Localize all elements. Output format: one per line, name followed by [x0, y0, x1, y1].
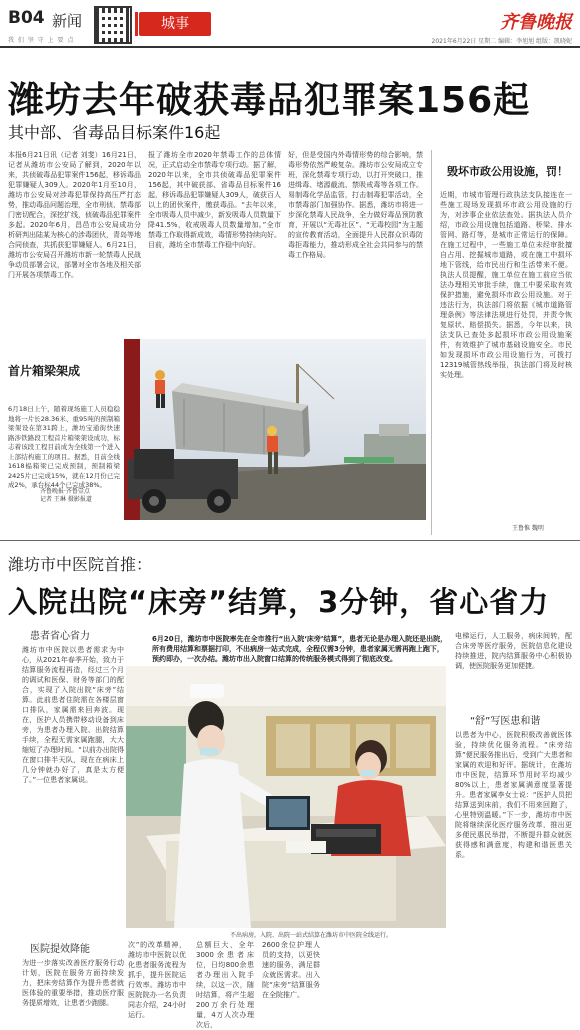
story1-subheadline: 其中部、省毒品目标案件16起 [8, 123, 221, 142]
column-rule [431, 150, 432, 535]
side-story-title: 毁坏市政公用设施，罚！ [447, 165, 568, 178]
photo-title: 首片箱梁架成 [8, 364, 81, 378]
story1-column-2: 报了潍坊全市2020年禁毒工作的总体情况，正式启动全市禁毒专项行动。据了解，2020年以来，全市共侦破毒品犯罪案件156起，其中破获部、省毒品目标案件16起，移诉毒品犯罪嫌疑人309人，破获百人以上的团伙案件，缴获毒品。“去年以来，全市吸毒人员中减少，新发吸毒人员数量下降41.5%，收戒吸毒人员数量增加。”全市禁毒工作取得新成效，毒情形势持续向好。目前，潍坊全市禁毒工作稳中向好。 [148, 151, 281, 249]
subhead-hospital: 医院提效降能 [30, 944, 90, 955]
side-story-text: 近期，市城市管理行政执法支队接连在一些施工现场发现损坏市政公用设施的行为，对涉事企业依法查处。据执法人员介绍，市政公用设施包括道路、桥梁、排水管网、路灯等，是城市正常运行的保障。在施工过程中，一些施工单位未经审批擅自占用、挖掘城市道路，或在施工中损坏地下管线，给市民出行和生活带来不便。执法人员提醒，施工单位在施工前应当依法办理相关审批手续，施工中要采取有效保护措施，避免损坏市政公用设施。对于违法行为，执法部门将依据《城市道路管理条例》等法律法规进行处罚，并责令恢复原状、赔偿损失。据悉，今年以来，执法支队已查处多起损坏市政公用设施案件，有效维护了城市基础设施安全。市民如发现损坏市政公用设施行为，可拨打12319城管热线举报，执法部门将及时核实处理。 [440, 191, 572, 379]
story2-column-1: 潍坊市中医院以患者需求为中心，从2021年春季开始，致力于结算服务流程再造，经过三个月的调试和医保、财务等部门的配合，实现了入院出院“床旁”结算。此前患者住院需在各楼层窗口排队，家属需来回奔波。现在，医护人员携带移动设备到床旁，为患者办理入院、出院结算手续，全程无需家属跑腿，大大缩短了办理时间。“以前办出院得在窗口排半天队，现在在病床上几分钟就办好了，真是太方便了。”一位患者家属说。 [22, 646, 124, 784]
subhead-harmony: “舒”写医患和谐 [470, 716, 541, 727]
section-divider [0, 540, 580, 541]
side-story-credit: 王鲁惟 魏明 [512, 525, 544, 532]
story1-column-3: 好，但是受国内外毒情形势的综合影响，禁毒形势依然严峻复杂。潍坊市公安局成立专班，深化禁毒专项行动，以打开突破口，推进缉毒、堵源截流、禁吸戒毒等各项工作。易制毒化学品监管，打击制毒犯罪活动，全市禁毒部门加强协作。据悉，潍坊市将进一步深化禁毒人民战争，全力做好毒品预防教育，开展以“无毒社区”、“无毒校园”为主题的宣传教育活动，全面提升人民群众识毒防毒拒毒能力，推动形成全社会共同参与的禁毒工作格局。 [288, 151, 423, 259]
hospital-billing-illustration [126, 666, 446, 928]
story2-column-2: 次”的改革精神，潍坊市中医院以优化患者服务流程为抓手，提升医院运行效率。潍坊市中医院院办一名负责同志介绍，24小时运行。 [128, 941, 186, 1019]
section-tag: 城事 [139, 12, 211, 36]
qr-code-icon [94, 6, 132, 44]
edition-label: 我 们 坚 守 上 要 点 [8, 37, 75, 44]
hospital-photo-caption: 不出病房，入院、出院一站式结算在潍坊市中医院全线运行。 [230, 932, 393, 939]
story2-column-5: 电梯运行，人工服务，病床间转，配合床旁等医疗服务，医院信息化建设持续推进，院内结算服务中心积极协调，使医院服务更加便捷。 [455, 632, 572, 670]
newspaper-logo: 齐鲁晚报 [500, 12, 572, 33]
photo-caption: 6月18日上午，随着现场施工人员稳稳地将一片长28.36米、重95吨的预制箱梁架设在第31跨上，潍坊宝通街快速路涉铁路段工程首片箱梁架设成功，标志着该段工程目前成为全线第一个进入上部结构施工的项目。据悉，目前全线1618榀箱梁已完成预制，预制箱梁2425片已完成15%，就在12月份已完成2%，承台标44个已完成38%。 [8, 405, 120, 489]
header-divider [0, 46, 580, 48]
page-number: B04 [8, 8, 45, 28]
photo-credit-org: 齐鲁晚报·齐鲁壹点 [40, 488, 90, 495]
story2-column-3: 总额巨大，全年3000余患者床位，日均800余患者办理出入院手续，以这一次，随时结算，将产生超200万余行处理量，4万人次办理次后， [196, 941, 254, 1029]
story2-column-4: 2600余位护理人员的支持，以更快速的服务，满足群众就医需求。出入院“床旁”结算服务在全院推广。 [262, 941, 320, 999]
story2-column-1b: 为进一步落实改善医疗服务行动计划，医院在服务方面持续发力，把床旁结算作为提升患者就医体验的重要举措，推动医疗服务提质增效，让患者少跑腿。 [22, 959, 124, 1007]
story2-kicker: 潍坊市中医院首推： [8, 555, 153, 574]
story1-headline: 潍坊去年破获毒品犯罪案156起 [8, 80, 531, 121]
dateline: 2021年6月22日 星期二 编辑：李旭旭 组版：凯晓妮 [431, 38, 572, 45]
story1-column-1: 本报6月21日讯（记者 刘斐）16月21日，记者从潍坊市公安局了解到，2020年以来，共侦破毒品犯罪案件156起，移诉毒品犯罪嫌疑人309人。2020年1月至10月，潍坊市公安局对涉毒犯罪保持高压严打态势，推动毒品问题治理，全市刑侦、禁毒部门密切配合，深挖扩线，侦破毒品犯罪案件多起。2020年6月，昌邑市公安局成功分析研判出陆某为核心的涉毒团伙，青岛等地合同侦查，共抓获犯罪嫌疑人。6月21日，潍坊市公安局召开潍坊市新一轮禁毒人民战争动员部署会议，部署对全市各地及相关部门开展各项禁毒工作。 [8, 151, 141, 279]
story2-headline: 入院出院“床旁”结算，3分钟，省心省力 [8, 585, 550, 619]
bridge-construction-illustration [124, 339, 426, 520]
bridge-construction-photo [124, 339, 426, 520]
story2-column-5b: 以患者为中心，医院积极改善就医体验，持续优化服务流程。“床旁结算”便民服务推出后，受到广大患者和家属的欢迎和好评。据统计，在潍坊市中医院，结算环节用时平均减少80%以上，患者家属满意度显著提升。患者家属李女士说：“医护人员把结算送到床前，我们不用来回跑了，心里特别温暖。”下一步，潍坊市中医院将继续深化医疗服务改革，推出更多便民惠民举措，不断提升群众就医获得感和满意度，构建和谐医患关系。 [455, 731, 572, 859]
subhead-patient: 患者省心省力 [30, 631, 90, 642]
section-name: 新闻 [52, 12, 83, 30]
hospital-billing-photo [126, 666, 446, 928]
story2-lead: 6月20日，潍坊市中医院率先在全市推行“出入院‘床旁’结算”，患者无论是办理入院还是出院，所有费用结算和票据打印，不出病房一站式完成，全程仅需3分钟，患者家属无需再跑上跑下，预约即办，一次办结。潍坊市出入院窗口结算的传统服务模式得到了彻底改变。 [152, 635, 448, 663]
photo-credit-author: 记者 王琳 摄影报道 [40, 496, 92, 503]
